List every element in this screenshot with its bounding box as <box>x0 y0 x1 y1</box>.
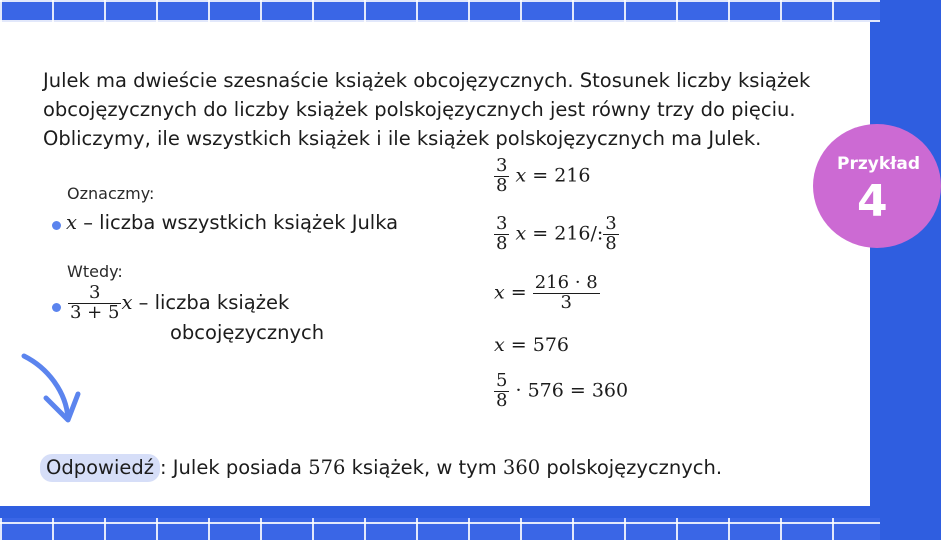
variable-x: x <box>515 222 527 245</box>
fraction <box>603 215 618 254</box>
answer-colon: : <box>160 456 167 479</box>
fraction-numerator: 3 <box>605 213 617 234</box>
equation-3 <box>494 274 600 313</box>
denote-label: Oznaczmy: <box>67 184 155 203</box>
equation-2 <box>494 215 619 254</box>
equation-rhs: = 216/: <box>532 222 604 245</box>
answer-line <box>40 456 722 479</box>
equation-1 <box>494 157 591 196</box>
fraction <box>494 157 509 196</box>
answer-number-polish: 360 <box>502 456 541 479</box>
definition-text-2: – liczba książek <box>138 290 290 314</box>
bullet-dot <box>52 221 61 230</box>
example-badge-number: 4 <box>857 176 888 227</box>
answer-number-total: 576 <box>308 456 346 479</box>
equals-sign: = <box>510 281 527 304</box>
example-badge <box>813 124 941 248</box>
fraction-denominator: 3 + 5 <box>70 301 120 323</box>
problem-statement <box>43 66 833 153</box>
answer-text: Julek posiada <box>172 456 302 479</box>
equation-rhs: = 216 <box>532 164 591 187</box>
curved-arrow-icon <box>18 352 88 432</box>
intro-line: obcojęzycznych do liczby książek polskojęzycznych jest równy trzy do pięciu. <box>43 98 796 121</box>
fraction-numerator: 3 <box>496 155 508 176</box>
variable-x: x <box>515 164 527 187</box>
example-badge-label: Przykład <box>837 154 921 174</box>
fraction-numerator: 3 <box>496 213 508 234</box>
equation-rhs: · 576 = 360 <box>515 379 629 402</box>
fraction <box>494 215 509 254</box>
fraction-denominator: 8 <box>605 232 617 254</box>
intro-line: Julek ma dwieście szesnaście książek obcojęzycznych. Stosunek liczby książek <box>43 69 811 92</box>
definition-line-1 <box>66 211 398 234</box>
fraction-numerator: 3 <box>88 282 101 303</box>
fraction-numerator: 5 <box>496 370 508 391</box>
equation-4 <box>494 334 569 356</box>
fraction-denominator: 8 <box>496 389 508 411</box>
equation-rhs: = 576 <box>510 334 569 356</box>
fraction-three-over-three-plus-five <box>68 284 121 323</box>
fraction-denominator: 3 <box>533 293 600 313</box>
definition-text-1: – liczba wszystkich książek Julka <box>83 211 399 234</box>
fraction <box>494 372 509 411</box>
variable-x: x <box>494 281 505 304</box>
bullet-dot <box>52 303 61 312</box>
fraction-denominator: 8 <box>496 232 508 254</box>
bottom-grid-decoration <box>0 518 880 540</box>
answer-text: polskojęzycznych. <box>546 456 723 479</box>
then-label: Wtedy: <box>67 262 123 281</box>
fraction-numerator: 216 · 8 <box>534 272 598 293</box>
lesson-card <box>0 22 921 506</box>
variable-x: x <box>121 290 133 314</box>
answer-text: książek, w tym <box>351 456 497 479</box>
intro-line: Obliczymy, ile wszystkich książek i ile książek polskojęzycznych ma Julek. <box>43 127 762 150</box>
equation-5 <box>494 372 628 411</box>
answer-label <box>40 454 160 482</box>
answer-label-text: Odpowiedź <box>46 456 155 479</box>
top-grid-decoration <box>0 0 880 22</box>
definition-text-2-cont: obcojęzycznych <box>170 321 325 344</box>
definition-line-2 <box>68 284 289 323</box>
fraction <box>533 274 600 313</box>
variable-x: x <box>494 334 505 356</box>
variable-x: x <box>66 211 77 234</box>
fraction-denominator: 8 <box>496 174 508 196</box>
